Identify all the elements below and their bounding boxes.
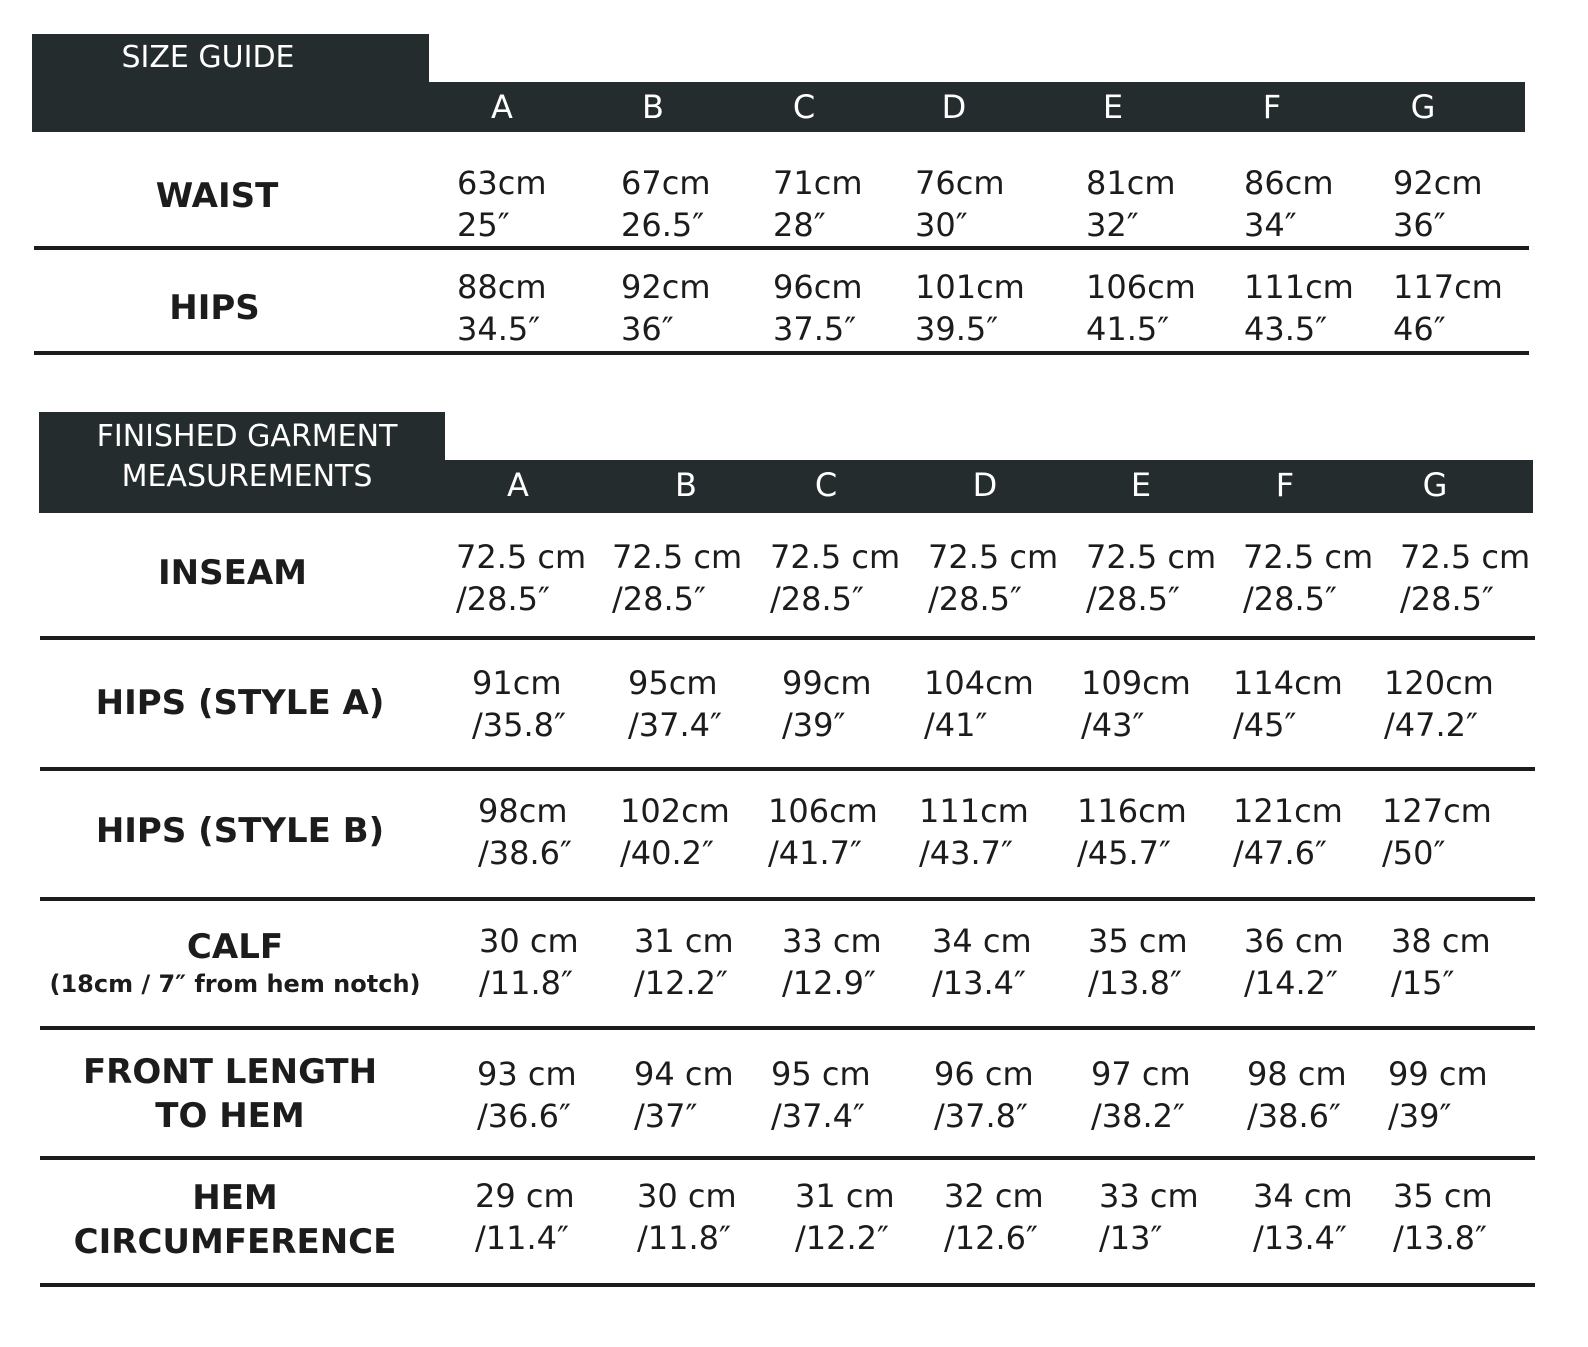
measurement-secondary: /40.2″	[620, 834, 714, 872]
measurement-secondary: 34.5″	[457, 310, 541, 348]
measurement-secondary: 46″	[1393, 310, 1446, 348]
row-label	[40, 672, 440, 734]
measurement-primary: 88cm	[457, 268, 547, 306]
measurement-cell	[928, 536, 1058, 620]
row-divider	[34, 246, 1529, 250]
measurement-cell	[1088, 920, 1188, 1004]
measurement-cell	[1391, 920, 1491, 1004]
column-header-f: F	[1275, 466, 1295, 504]
measurement-cell	[1382, 790, 1492, 874]
measurement-primary: 127cm	[1382, 792, 1492, 830]
measurement-secondary: /43.7″	[919, 834, 1013, 872]
measurement-primary: 72.5 cm	[1086, 538, 1217, 576]
finished-garment-title-line2: MEASUREMENTS	[121, 459, 373, 494]
measurement-secondary: /38.6″	[1247, 1097, 1341, 1135]
measurement-primary: 34 cm	[932, 922, 1032, 960]
measurement-secondary: /45″	[1233, 706, 1297, 744]
row-label	[40, 1178, 430, 1262]
measurement-cell	[915, 266, 1025, 350]
row-label	[40, 540, 425, 606]
measurement-secondary: 28″	[773, 206, 826, 244]
row-divider	[40, 897, 1535, 901]
measurement-secondary: /13.8″	[1393, 1219, 1487, 1257]
measurement-cell	[637, 1175, 737, 1259]
row-label	[32, 280, 397, 336]
measurement-secondary: /39″	[1388, 1097, 1452, 1135]
measurement-cell	[1233, 790, 1343, 874]
measurement-secondary: /11.4″	[475, 1219, 569, 1257]
measurement-primary: 76cm	[915, 164, 1005, 202]
measurement-cell	[782, 662, 871, 746]
measurement-primary: 111cm	[1244, 268, 1354, 306]
measurement-cell	[621, 266, 710, 350]
measurement-cell	[621, 162, 710, 246]
measurement-cell	[782, 920, 882, 1004]
measurement-primary: 33 cm	[782, 922, 882, 960]
measurement-cell	[1099, 1175, 1199, 1259]
measurement-primary: 96 cm	[934, 1055, 1034, 1093]
measurement-cell	[1393, 266, 1503, 350]
measurement-primary: 99cm	[782, 664, 872, 702]
measurement-cell	[477, 1053, 577, 1137]
column-header-f: F	[1262, 88, 1282, 126]
column-header-b: B	[675, 466, 697, 504]
row-label-text: WAIST	[155, 176, 279, 216]
measurement-cell	[472, 662, 566, 746]
row-label	[40, 1050, 420, 1138]
measurement-secondary: 26.5″	[621, 206, 705, 244]
measurement-secondary: 36″	[1393, 206, 1446, 244]
measurement-cell	[1393, 162, 1482, 246]
measurement-primary: 81cm	[1086, 164, 1176, 202]
measurement-secondary: /15″	[1391, 964, 1455, 1002]
row-sublabel: (18cm / 7″ from hem notch)	[49, 970, 421, 998]
measurement-cell	[1244, 266, 1354, 350]
row-label-text: HIPS (STYLE A)	[95, 683, 385, 723]
measurement-cell	[919, 790, 1029, 874]
row-divider	[34, 351, 1529, 355]
measurement-secondary: /28.5″	[1086, 580, 1180, 618]
row-label-text: INSEAM	[158, 553, 307, 593]
measurement-secondary: 43.5″	[1244, 310, 1328, 348]
measurement-primary: 35 cm	[1393, 1177, 1493, 1215]
measurement-cell	[620, 790, 730, 874]
measurement-cell	[479, 920, 579, 1004]
measurement-secondary: 30″	[915, 206, 968, 244]
measurement-cell	[478, 790, 572, 874]
measurement-primary: 67cm	[621, 164, 711, 202]
measurement-cell	[944, 1175, 1044, 1259]
measurement-cell	[770, 536, 900, 620]
measurement-secondary: 37.5″	[773, 310, 857, 348]
measurement-secondary: /41″	[924, 706, 988, 744]
measurement-cell	[457, 266, 546, 350]
measurement-cell	[1393, 1175, 1493, 1259]
measurement-primary: 72.5 cm	[1400, 538, 1531, 576]
column-header-d: D	[972, 466, 998, 504]
column-header-a: A	[507, 466, 529, 504]
measurement-secondary: /28.5″	[928, 580, 1022, 618]
measurement-secondary: /14.2″	[1244, 964, 1338, 1002]
row-label-text: HEM CIRCUMFERENCE	[73, 1178, 397, 1262]
measurement-primary: 114cm	[1233, 664, 1343, 702]
measurement-primary: 36 cm	[1244, 922, 1344, 960]
measurement-cell	[1400, 536, 1530, 620]
measurement-cell	[1086, 266, 1196, 350]
measurement-secondary: 25″	[457, 206, 510, 244]
measurement-cell	[1384, 662, 1494, 746]
finished-garment-title-line1: FINISHED GARMENT	[96, 419, 398, 454]
measurement-primary: 95cm	[628, 664, 718, 702]
measurement-primary: 63cm	[457, 164, 547, 202]
measurement-primary: 30 cm	[637, 1177, 737, 1215]
measurement-cell	[475, 1175, 575, 1259]
column-header-c: C	[814, 466, 838, 504]
measurement-primary: 106cm	[768, 792, 878, 830]
measurement-cell	[773, 266, 862, 350]
measurement-primary: 102cm	[620, 792, 730, 830]
measurement-primary: 92cm	[1393, 164, 1483, 202]
measurement-primary: 101cm	[915, 268, 1025, 306]
measurement-cell	[1091, 1053, 1191, 1137]
measurement-primary: 106cm	[1086, 268, 1196, 306]
measurement-cell	[915, 162, 1004, 246]
measurement-secondary: /37″	[634, 1097, 698, 1135]
measurement-cell	[634, 920, 734, 1004]
measurement-primary: 98cm	[478, 792, 568, 830]
measurement-secondary: /13″	[1099, 1219, 1163, 1257]
measurement-secondary: /28.5″	[770, 580, 864, 618]
row-label	[40, 800, 440, 862]
measurement-primary: 97 cm	[1091, 1055, 1191, 1093]
measurement-secondary: 32″	[1086, 206, 1139, 244]
measurement-cell	[1243, 536, 1373, 620]
measurement-cell	[934, 1053, 1034, 1137]
row-label-text: HIPS	[169, 288, 260, 328]
measurement-secondary: /28.5″	[1400, 580, 1494, 618]
measurement-secondary: /47.6″	[1233, 834, 1327, 872]
measurement-secondary: /37.4″	[628, 706, 722, 744]
column-header-g: G	[1422, 466, 1448, 504]
measurement-cell	[1388, 1053, 1488, 1137]
measurement-primary: 72.5 cm	[770, 538, 901, 576]
measurement-secondary: /43″	[1081, 706, 1145, 744]
measurement-primary: 38 cm	[1391, 922, 1491, 960]
measurement-primary: 94 cm	[634, 1055, 734, 1093]
measurement-secondary: /50″	[1382, 834, 1446, 872]
measurement-primary: 121cm	[1233, 792, 1343, 830]
measurement-primary: 31 cm	[634, 922, 734, 960]
measurement-secondary: /12.6″	[944, 1219, 1038, 1257]
measurement-secondary: /12.2″	[634, 964, 728, 1002]
measurement-primary: 109cm	[1081, 664, 1191, 702]
measurement-primary: 93 cm	[477, 1055, 577, 1093]
measurement-primary: 116cm	[1077, 792, 1187, 830]
measurement-secondary: /11.8″	[637, 1219, 731, 1257]
measurement-secondary: /13.4″	[1253, 1219, 1347, 1257]
measurement-secondary: /37.8″	[934, 1097, 1028, 1135]
measurement-secondary: /36.6″	[477, 1097, 571, 1135]
measurement-secondary: /28.5″	[456, 580, 550, 618]
row-label-text: HIPS (STYLE B)	[95, 811, 385, 851]
measurement-cell	[1081, 662, 1191, 746]
measurement-primary: 72.5 cm	[1243, 538, 1374, 576]
measurement-cell	[924, 662, 1034, 746]
measurement-primary: 91cm	[472, 664, 562, 702]
measurement-cell	[795, 1175, 895, 1259]
column-header-e: E	[1102, 88, 1124, 126]
measurement-cell	[456, 536, 586, 620]
measurement-cell	[1244, 162, 1333, 246]
measurement-primary: 120cm	[1384, 664, 1494, 702]
measurement-secondary: 41.5″	[1086, 310, 1170, 348]
measurement-cell	[773, 162, 862, 246]
column-header-b: B	[642, 88, 664, 126]
measurement-primary: 72.5 cm	[456, 538, 587, 576]
size-guide-title: SIZE GUIDE	[121, 40, 295, 75]
measurement-secondary: /12.9″	[782, 964, 876, 1002]
measurement-cell	[1086, 536, 1216, 620]
measurement-primary: 99 cm	[1388, 1055, 1488, 1093]
measurement-secondary: /38.2″	[1091, 1097, 1185, 1135]
measurement-secondary: /47.2″	[1384, 706, 1478, 744]
measurement-primary: 30 cm	[479, 922, 579, 960]
measurement-primary: 96cm	[773, 268, 863, 306]
measurement-secondary: 34″	[1244, 206, 1297, 244]
measurement-secondary: 36″	[621, 310, 674, 348]
measurement-secondary: /28.5″	[1243, 580, 1337, 618]
measurement-secondary: /35.8″	[472, 706, 566, 744]
measurement-primary: 95 cm	[771, 1055, 871, 1093]
measurement-secondary: /37.4″	[771, 1097, 865, 1135]
measurement-primary: 71cm	[773, 164, 863, 202]
row-label	[32, 168, 402, 224]
measurement-primary: 86cm	[1244, 164, 1334, 202]
measurement-primary: 72.5 cm	[612, 538, 743, 576]
row-divider	[40, 1156, 1535, 1160]
measurement-primary: 98 cm	[1247, 1055, 1347, 1093]
measurement-secondary: /12.2″	[795, 1219, 889, 1257]
measurement-secondary: 39.5″	[915, 310, 999, 348]
measurement-cell	[634, 1053, 734, 1137]
measurement-primary: 33 cm	[1099, 1177, 1199, 1215]
measurement-cell	[1077, 790, 1187, 874]
measurement-secondary: /45.7″	[1077, 834, 1171, 872]
measurement-primary: 29 cm	[475, 1177, 575, 1215]
row-divider	[40, 767, 1535, 771]
measurement-cell	[1244, 920, 1344, 1004]
row-label	[40, 918, 430, 1006]
measurement-cell	[1086, 162, 1175, 246]
measurement-primary: 117cm	[1393, 268, 1503, 306]
measurement-cell	[1233, 662, 1343, 746]
measurement-secondary: /13.8″	[1088, 964, 1182, 1002]
column-header-g: G	[1410, 88, 1436, 126]
measurement-secondary: /11.8″	[479, 964, 573, 1002]
measurement-primary: 111cm	[919, 792, 1029, 830]
column-header-c: C	[792, 88, 816, 126]
measurement-primary: 34 cm	[1253, 1177, 1353, 1215]
row-label-text: FRONT LENGTH	[82, 1052, 378, 1092]
measurement-secondary: /38.6″	[478, 834, 572, 872]
row-label-text: CALF	[186, 927, 284, 967]
measurement-cell	[457, 162, 546, 246]
measurement-cell	[1247, 1053, 1347, 1137]
measurement-cell	[1253, 1175, 1353, 1259]
measurement-cell	[628, 662, 722, 746]
measurement-cell	[771, 1053, 871, 1137]
column-header-e: E	[1130, 466, 1152, 504]
measurement-primary: 31 cm	[795, 1177, 895, 1215]
measurement-primary: 72.5 cm	[928, 538, 1059, 576]
column-header-a: A	[491, 88, 513, 126]
measurement-secondary: /28.5″	[612, 580, 706, 618]
measurement-secondary: /41.7″	[768, 834, 862, 872]
column-header-d: D	[941, 88, 967, 126]
measurement-cell	[932, 920, 1032, 1004]
measurement-primary: 35 cm	[1088, 922, 1188, 960]
row-label-text-line2: TO HEM	[155, 1096, 305, 1136]
row-divider	[40, 1026, 1535, 1030]
measurement-cell	[612, 536, 742, 620]
row-divider	[40, 636, 1535, 640]
measurement-primary: 104cm	[924, 664, 1034, 702]
measurement-primary: 92cm	[621, 268, 711, 306]
measurement-cell	[768, 790, 878, 874]
measurement-secondary: /39″	[782, 706, 846, 744]
measurement-primary: 32 cm	[944, 1177, 1044, 1215]
row-divider	[40, 1283, 1535, 1287]
measurement-secondary: /13.4″	[932, 964, 1026, 1002]
